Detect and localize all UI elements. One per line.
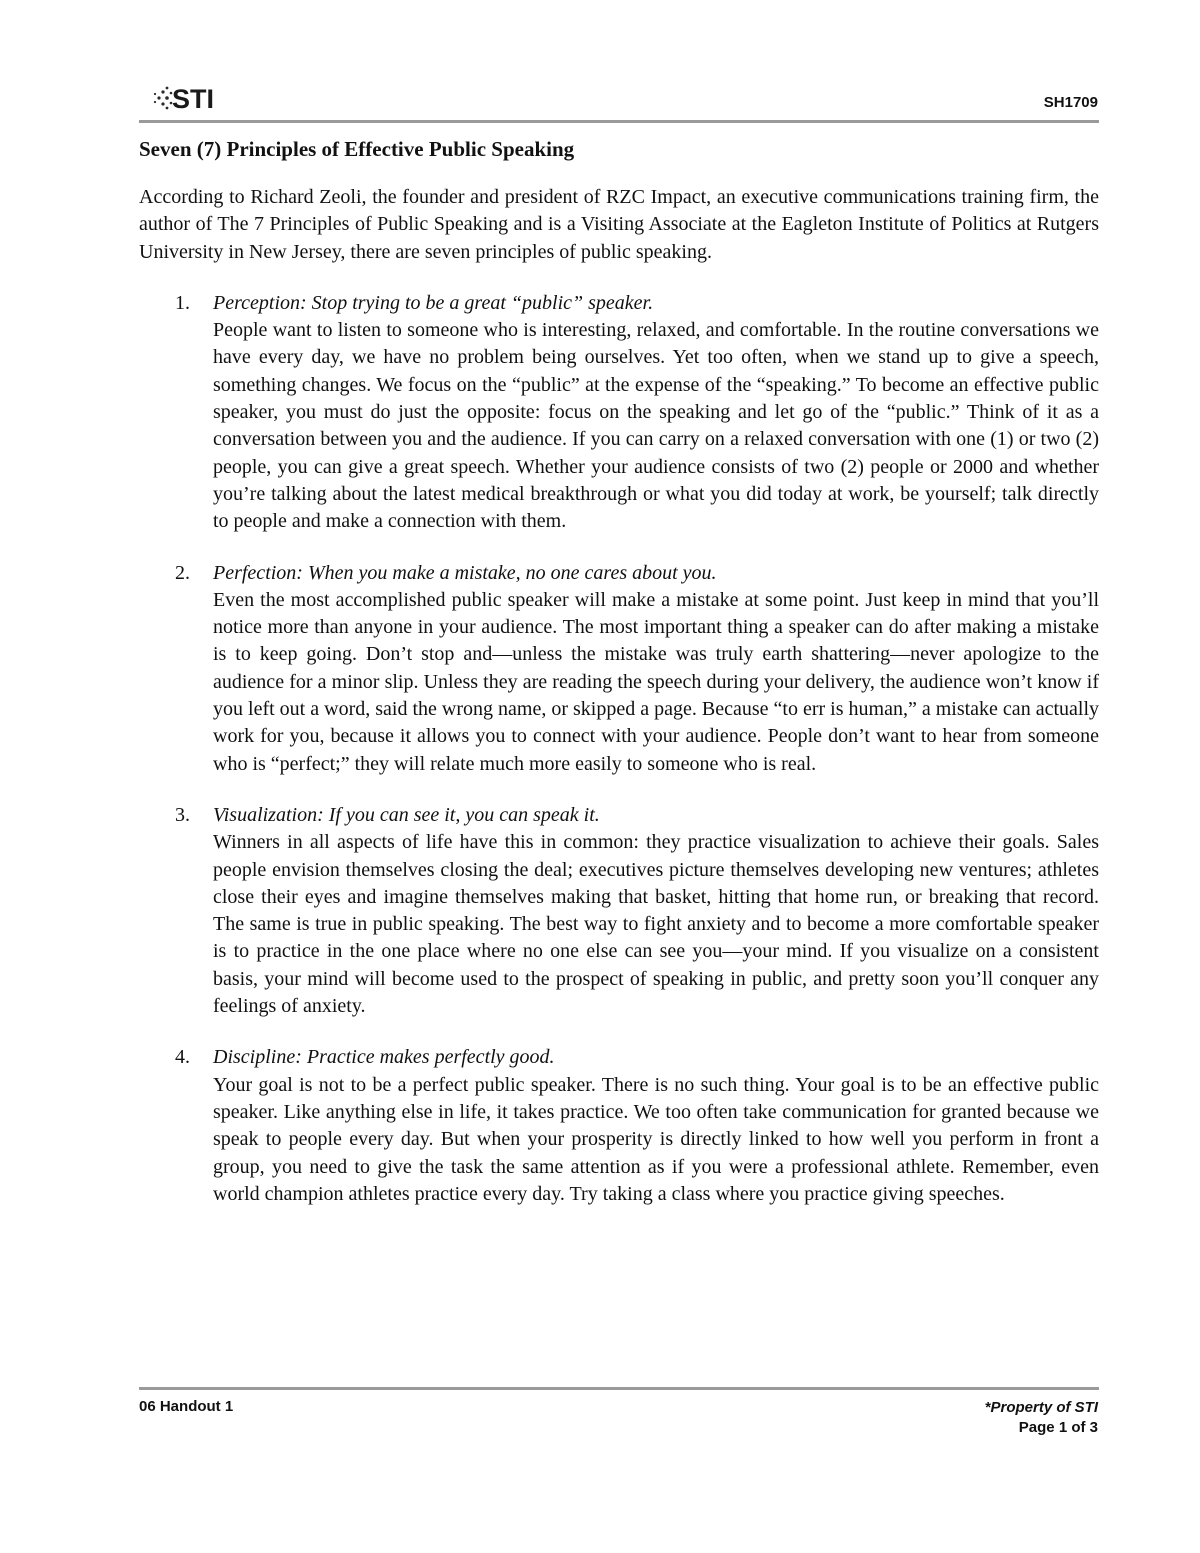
property-notice: *Property of STI xyxy=(984,1399,1098,1416)
handout-label: 06 Handout 1 xyxy=(139,1398,234,1415)
principle-item xyxy=(139,560,1099,778)
principle-body: Your goal is not to be a perfect public speaker. There is no such thing. Your goal is to be an effective public speaker. Like anything else in life, it takes practice. We too often take communication for granted because we speak to people every day. But when your prosperity is directly linked to how well you perform in front a group, you need to give the task the same attention as if you were a professional athlete. Remember, even world champion athletes practice every day. Try taking a class where you practice giving speeches. xyxy=(213,1073,1099,1205)
principle-heading: Perception: Stop trying to be a great “public” speaker. xyxy=(213,291,654,314)
principle-body: People want to listen to someone who is interesting, relaxed, and comfortable. In the routine conversations we have every day, we have no problem being ourselves. Yet too often, when we stand up to give a speech, something changes. We focus on the “public” at the expense of the “speaking.” To become an effective public speaker, you must do just the opposite: focus on the speaking and let go of the “public.” Think of it as a conversation between you and the audience. If you can carry on a relaxed conversation with one (1) or two (2) people, you can give a great speech. Whether your audience consists of two (2) people or 2000 and whether you’re talking about the latest medical breakthrough or what you did today at work, be yourself; talk directly to people and make a connection with them. xyxy=(213,319,1099,533)
logo-text: STI xyxy=(172,84,215,114)
footer-rule xyxy=(139,1387,1099,1390)
principle-number: 4. xyxy=(175,1046,190,1069)
page-title: Seven (7) Principles of Effective Public Speaking xyxy=(139,137,575,161)
page-number: Page 1 of 3 xyxy=(1018,1419,1098,1436)
document-content xyxy=(139,130,1099,1232)
principle-item xyxy=(139,802,1099,1020)
document-code: SH1709 xyxy=(1043,94,1098,111)
intro-paragraph: According to Richard Zeoli, the founder and president of RZC Impact, an executive communications training firm, the author of The 7 Principles of Public Speaking and is a Visiting Associate at the Eagleton Institute of Politics at Rutgers University in New Jersey, there are seven principles of public speaking. xyxy=(139,186,1099,263)
footer-right xyxy=(985,1398,1098,1438)
principle-heading: Visualization: If you can see it, you can speak it. xyxy=(213,803,600,826)
principle-item xyxy=(139,1044,1099,1208)
principle-heading: Perfection: When you make a mistake, no one cares about you. xyxy=(213,561,717,584)
principle-body: Winners in all aspects of life have this in common: they practice visualization to achieve their goals. Sales people envision themselves closing the deal; executives picture themselves developing new ventures; athletes close their eyes and imagine themselves making that basket, hitting that home run, or breaking that record. The same is true in public speaking. The best way to fight anxiety and to become a more comfortable speaker is to practice in the one place where no one else can see you—your mind. If you visualize on a consistent basis, your mind will become used to the prospect of speaking in public, and pretty soon you’ll conquer any feelings of anxiety. xyxy=(213,831,1099,1018)
sti-logo xyxy=(150,78,230,114)
principle-item xyxy=(139,290,1099,536)
principle-number: 1. xyxy=(175,291,190,314)
principle-number: 2. xyxy=(175,561,190,584)
header-rule xyxy=(139,120,1099,123)
principle-heading: Discipline: Practice makes perfectly good. xyxy=(213,1046,555,1069)
principle-number: 3. xyxy=(175,803,190,826)
principle-body: Even the most accomplished public speaker will make a mistake at some point. Just keep in mind that you’ll notice more than anyone in your audience. The most important thing a speaker can do after making a mistake is to keep going. Don’t stop and—unless the mistake was truly earth shattering—never apologize to the audience for a minor slip. Unless they are reading the speech during your delivery, the audience won’t know if you left out a word, said the wrong name, or skipped a page. Because “to err is human,” a mistake can actually work for you, because it allows you to connect with your audience. People don’t want to hear from someone who is “perfect;” they will relate much more easily to someone who is real. xyxy=(213,588,1099,775)
